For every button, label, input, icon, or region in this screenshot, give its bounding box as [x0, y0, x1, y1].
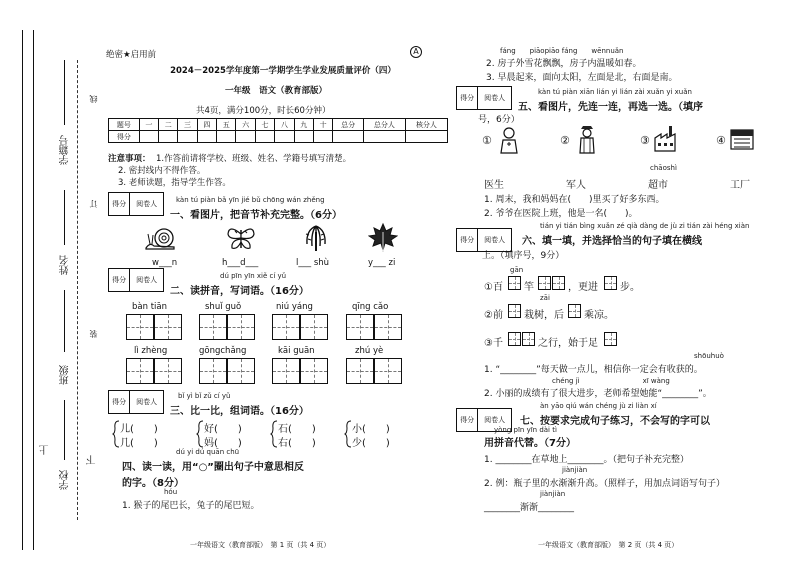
- brace-icon: [196, 420, 204, 448]
- grader-box: [456, 86, 512, 110]
- score-input[interactable]: [255, 131, 274, 143]
- note-item: 3. 老师读题，指导学生作答。: [118, 178, 231, 188]
- q7-pinyin-jianjian: jiànjiàn: [562, 466, 588, 474]
- writing-grid[interactable]: [374, 314, 402, 340]
- q6-item-1: ①百: [484, 282, 503, 293]
- writing-grid[interactable]: [346, 314, 374, 340]
- q3-compare-item[interactable]: 儿( ): [120, 424, 158, 435]
- score-cell: 七: [255, 119, 274, 131]
- char-box[interactable]: [522, 332, 535, 346]
- q6-gan: 竿: [524, 282, 534, 293]
- q6-item-3: ③千: [484, 338, 503, 349]
- q6-sentence-1[interactable]: 1. “________”每天做一点儿，相信你一定会有收获的。: [484, 365, 703, 375]
- q1-blank-4[interactable]: y___ zi: [368, 258, 396, 268]
- q4-pinyin-hou: hóu: [164, 488, 178, 496]
- exam-title: 2024－2025学年度第一学期学生学业发展质量评价（四）: [170, 66, 396, 76]
- grader-score-label: 得分: [457, 87, 478, 109]
- right-top-pinyin: fáng piāopiāo fáng wēnnuǎn: [500, 47, 624, 55]
- score-cell: 十: [313, 119, 332, 131]
- q7-title-line2: 用拼音代替。（7分）: [484, 438, 576, 449]
- soldier-icon: [576, 124, 598, 154]
- score-cell: 得分: [109, 131, 140, 143]
- q3-compare-item[interactable]: 妈( ): [204, 438, 242, 449]
- exam-subtitle: 一年级 语文（教育部版）: [224, 86, 327, 96]
- q7-sentence-2: 2. 例：瓶子里的水渐渐升高。（照样子，用加点词语写句子）: [484, 479, 725, 489]
- q6-item-2: ②前: [484, 310, 503, 321]
- secret-label: 绝密★启用前: [106, 50, 157, 60]
- seal-dashed-line: [77, 60, 78, 520]
- score-cell: 核分人: [405, 119, 447, 131]
- score-cell: 二: [159, 119, 178, 131]
- brace-icon: [344, 420, 352, 448]
- q3-compare-item[interactable]: 好( ): [204, 424, 242, 435]
- char-box[interactable]: [508, 332, 521, 346]
- grader-reviewer-label: 阅卷人: [136, 276, 158, 284]
- score-input[interactable]: [236, 131, 255, 143]
- name-label: 姓名: [60, 255, 71, 275]
- page-footer-left: 一年级语文（教育部版） 第 1 页（共 4 页）: [190, 541, 331, 549]
- maple-leaf-icon: [368, 222, 398, 252]
- score-table: [108, 118, 448, 143]
- exam-info: 共4页，满分100分，时长60分钟）: [196, 106, 331, 116]
- score-input[interactable]: [363, 131, 405, 143]
- writing-grid[interactable]: [346, 358, 374, 384]
- q1-title: 一、看图片，把音节补充完整。（6分）: [170, 210, 342, 221]
- line-mark: 线: [89, 95, 98, 103]
- char-box[interactable]: [568, 304, 581, 318]
- right-top-line2: 2. 房子外雪花飘飘，房子内温暖如春。: [486, 59, 642, 69]
- q7-answer-line[interactable]: ________渐渐________: [484, 503, 575, 513]
- q5-options-pinyin: chāoshì: [650, 164, 677, 172]
- q3-compare-item[interactable]: 小( ): [352, 424, 390, 435]
- writing-grid[interactable]: [154, 314, 182, 340]
- q6-title-line2: 上。（填序号，9分）: [482, 251, 565, 261]
- factory-icon: [654, 124, 676, 152]
- writing-grid[interactable]: [300, 314, 328, 340]
- margin-line: [33, 30, 34, 550]
- q5-label: ③: [640, 134, 650, 147]
- q5-label: ②: [560, 134, 570, 147]
- note-item: 2. 密封线内不得作答。: [118, 166, 206, 176]
- binding-margin: [0, 0, 100, 562]
- q5-title-line2: 号，6分）: [478, 115, 520, 125]
- grader-reviewer-label: 阅卷人: [484, 94, 506, 102]
- q2-word-pinyin: zhú yè: [355, 346, 384, 356]
- score-cell: 八: [275, 119, 294, 131]
- q7-pinyin: àn yāo qiú wán chéng jù zi liàn xí: [540, 402, 657, 410]
- q5-pinyin: kàn tú piàn xiān lián yi lián zài xuǎn yi xuǎn: [538, 88, 692, 96]
- score-cell: 总分: [333, 119, 364, 131]
- score-input[interactable]: [159, 131, 178, 143]
- writing-grid[interactable]: [227, 358, 255, 384]
- name-field[interactable]: [64, 190, 65, 245]
- q2-word-pinyin: lì zhèng: [134, 346, 168, 356]
- grader-score-label: 得分: [109, 391, 130, 413]
- score-cell: 一: [139, 119, 158, 131]
- score-cell: 总分人: [363, 119, 405, 131]
- q6-pinyin: tián yi tián bìng xuǎn zé qià dàng de jù zi tián zài héng xiàn: [540, 222, 750, 230]
- supermarket-icon: [730, 126, 754, 150]
- class-label: 班级: [60, 365, 71, 385]
- grader-box: [108, 390, 164, 414]
- q7-pinyin-jianjian-2: jiànjiàn: [540, 490, 566, 498]
- q6-step: 步。: [620, 282, 640, 293]
- grader-reviewer-label: 阅卷人: [136, 200, 158, 208]
- q3-pinyin: bǐ yì bǐ zǔ cí yǔ: [178, 392, 231, 400]
- q5-sentence-1[interactable]: 1. 周末，我和妈妈在( )里买了好多东西。: [484, 195, 665, 205]
- q4-title-line2: 的字。（8分）: [122, 478, 184, 489]
- writing-grid[interactable]: [272, 314, 300, 340]
- score-cell: 三: [178, 119, 197, 131]
- brace-icon: [270, 420, 278, 448]
- note-item: 1.作答前请将学校、班级、姓名、学籍号填写清楚。: [156, 154, 352, 164]
- score-input[interactable]: [294, 131, 313, 143]
- q4-title-line1: 四、读一读，用“○”圈出句子中意思相反: [122, 462, 304, 473]
- score-cell: 九: [294, 119, 313, 131]
- score-input[interactable]: [333, 131, 364, 143]
- q6-pinyin-zai: zāi: [540, 294, 550, 302]
- q2-word-pinyin: qīng cǎo: [352, 302, 389, 312]
- score-input[interactable]: [313, 131, 332, 143]
- class-field[interactable]: [64, 290, 65, 352]
- q6-sentence-2[interactable]: 2. 小丽的成绩有了很大进步，老师希望她能“________”。: [484, 389, 712, 399]
- q4-pinyin: dú yi dú quān chū: [176, 448, 240, 456]
- q3-compare-item[interactable]: 少( ): [352, 438, 390, 449]
- willow-tree-icon: [302, 222, 330, 252]
- butterfly-icon: [225, 224, 257, 252]
- q1-pinyin: kàn tú piàn bǎ yīn jié bǔ chōng wán zhěng: [176, 196, 325, 204]
- q2-word-pinyin: bàn tiān: [132, 302, 167, 312]
- score-input[interactable]: [405, 131, 447, 143]
- q5-label: ①: [482, 134, 492, 147]
- char-box[interactable]: [604, 276, 617, 290]
- school-field[interactable]: [64, 400, 65, 460]
- right-top-line3: 3. 早晨起来，面向太阳，左面是北，右面是南。: [486, 73, 678, 83]
- writing-grid[interactable]: [300, 358, 328, 384]
- score-input[interactable]: [178, 131, 197, 143]
- q6-zhi: 之行，始于足: [538, 338, 598, 349]
- q6-title-line1: 六、填一填，并选择恰当的句子填在横线: [522, 236, 702, 247]
- q3-compare-item[interactable]: 右( ): [278, 438, 316, 449]
- score-cell: 四: [197, 119, 216, 131]
- grader-score-label: 得分: [457, 229, 478, 251]
- grader-reviewer-label: 阅卷人: [484, 236, 506, 244]
- q2-word-pinyin: shuǐ guǒ: [205, 302, 242, 312]
- q6-cool: 乘凉。: [584, 310, 614, 321]
- q1-blank-1[interactable]: w___n: [152, 258, 178, 268]
- q6-pinyin-gan: gān: [510, 266, 524, 274]
- score-cell: 六: [236, 119, 255, 131]
- q5-sentence-2[interactable]: 2. 爷爷在医院上班，他是一名( )。: [484, 209, 638, 219]
- grader-reviewer-label: 阅卷人: [484, 416, 506, 424]
- char-box[interactable]: [538, 276, 551, 290]
- brace-icon: [112, 420, 120, 448]
- char-box[interactable]: [552, 276, 565, 290]
- writing-grid[interactable]: [199, 314, 227, 340]
- score-input[interactable]: [197, 131, 216, 143]
- q3-compare-item[interactable]: 几( ): [120, 438, 158, 449]
- score-input[interactable]: [217, 131, 236, 143]
- seal-mark: 订: [89, 200, 98, 208]
- grader-box: [108, 268, 164, 292]
- q6-zai: 栽树，后: [524, 310, 564, 321]
- writing-grid[interactable]: [126, 314, 154, 340]
- q2-word-pinyin: niú yáng: [276, 302, 313, 312]
- q3-compare-item[interactable]: 石( ): [278, 424, 316, 435]
- q5-option: 军人: [566, 180, 586, 191]
- school-label: 学校: [60, 470, 71, 490]
- q2-pinyin: dú pīn yīn xiě cí yǔ: [220, 272, 287, 280]
- writing-grid[interactable]: [199, 358, 227, 384]
- q6-more: ，更进: [568, 282, 598, 293]
- grader-score-label: 得分: [457, 409, 478, 431]
- q5-option: 医生: [484, 180, 504, 191]
- char-box[interactable]: [604, 332, 617, 346]
- score-cell: 五: [217, 119, 236, 131]
- q5-option: 工厂: [730, 180, 750, 191]
- version-badge: A: [410, 46, 422, 58]
- page-footer-right: 一年级语文（教育部版） 第 2 页（共 4 页）: [538, 541, 679, 549]
- q5-label: ④: [716, 134, 726, 147]
- q1-blank-3[interactable]: l___ shù: [296, 258, 330, 268]
- writing-grid[interactable]: [154, 358, 182, 384]
- grader-score-label: 得分: [109, 269, 130, 291]
- char-box[interactable]: [508, 276, 521, 290]
- grader-score-label: 得分: [109, 193, 130, 215]
- q7-sentence-1[interactable]: 1. ________在草地上________。（把句子补充完整）: [484, 455, 689, 465]
- snail-icon: [144, 224, 178, 250]
- lower-mark: 下: [87, 455, 98, 465]
- grader-reviewer-label: 阅卷人: [136, 398, 158, 406]
- q3-title: 三、比一比，组词语。（16分）: [170, 406, 309, 417]
- q5-title-line1: 五、看图片，先连一连，再选一选。（填序: [518, 102, 703, 113]
- score-cell: 题号: [109, 119, 140, 131]
- upper-mark: 上: [40, 445, 51, 455]
- q2-word-pinyin: kāi guān: [278, 346, 315, 356]
- q1-blank-2[interactable]: h___d___: [222, 258, 259, 268]
- doctor-icon: [498, 126, 520, 154]
- writing-grid[interactable]: [374, 358, 402, 384]
- notes-label: 注意事项：: [108, 154, 151, 164]
- writing-grid[interactable]: [272, 358, 300, 384]
- writing-grid[interactable]: [126, 358, 154, 384]
- q6-pinyin-cheng: chéng jì xī wàng: [552, 377, 670, 385]
- margin-line: [22, 30, 23, 550]
- bind-mark: 装: [89, 330, 98, 338]
- q5-option: 超市: [648, 180, 668, 191]
- q4-sentence[interactable]: 1. 猴子的尾巴长，兔子的尾巴短。: [122, 501, 260, 511]
- exam-no-label: 学籍号: [60, 135, 71, 165]
- q7-pinyin-2: yòng pīn yīn dài tì: [494, 426, 557, 434]
- score-input[interactable]: [139, 131, 158, 143]
- q7-title-line1: 七、按要求完成句子练习，不会写的字可以: [520, 416, 710, 427]
- grader-box: [108, 192, 164, 216]
- char-box[interactable]: [508, 304, 521, 318]
- writing-grid[interactable]: [227, 314, 255, 340]
- q2-title: 二、读拼音，写词语。（16分）: [170, 286, 309, 297]
- q6-pinyin-shouhuo: shōuhuò: [694, 352, 724, 360]
- score-input[interactable]: [275, 131, 294, 143]
- exam-no-field[interactable]: [64, 60, 65, 125]
- q2-word-pinyin: gōngchǎng: [199, 346, 247, 356]
